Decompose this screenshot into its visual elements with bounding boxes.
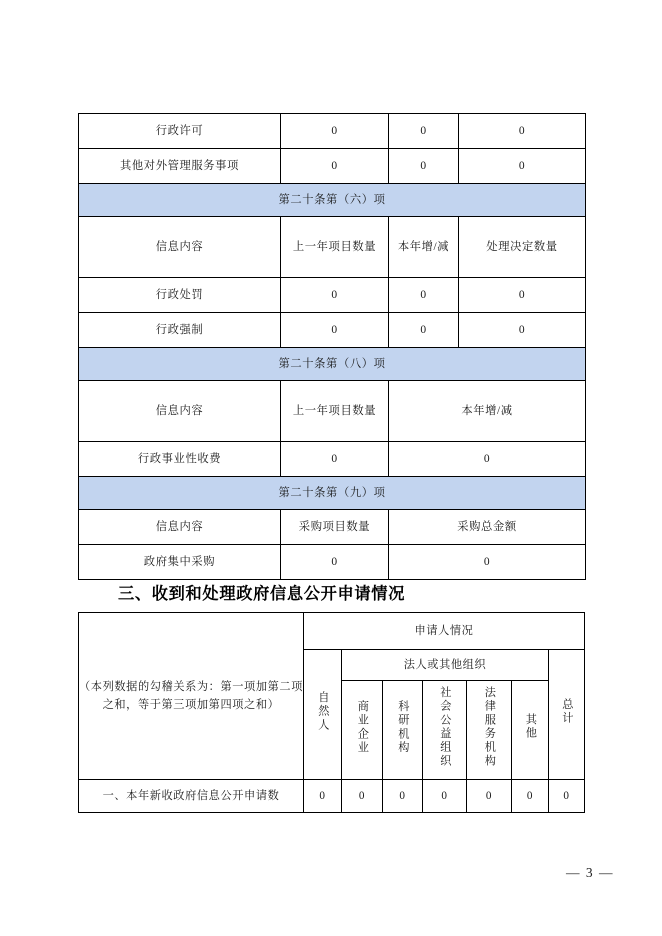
row-value-research-institution: 0 — [383, 780, 423, 813]
section-band-row — [79, 184, 586, 217]
disclosure-applications-table — [78, 612, 585, 813]
column-group-applicant: 申请人情况 — [304, 613, 585, 650]
government-info-disclosure-table — [78, 113, 586, 580]
row-label: 一、本年新收政府信息公开申请数 — [79, 780, 304, 813]
table-header-row — [79, 510, 586, 545]
row-value: 0 — [389, 114, 459, 149]
table-row — [79, 442, 586, 477]
row-label: 行政事业性收费 — [79, 442, 281, 477]
column-header-total — [549, 650, 585, 780]
section-band-row — [79, 348, 586, 381]
row-label: 行政处罚 — [79, 278, 281, 313]
row-value: 0 — [281, 442, 389, 477]
page-section-heading: 三、收到和处理政府信息公开申请情况 — [118, 585, 406, 603]
column-header-research-institution-label: 科研机构 — [396, 699, 409, 755]
column-header-info-content: 信息内容 — [79, 217, 281, 278]
section-title-six: 第二十条第（六）项 — [79, 184, 586, 217]
row-value: 0 — [389, 545, 586, 580]
row-value-commercial-enterprise: 0 — [342, 780, 383, 813]
row-value: 0 — [459, 313, 586, 348]
row-value: 0 — [459, 114, 586, 149]
column-header-commercial-enterprise — [342, 681, 383, 780]
section-title-eight: 第二十条第（八）项 — [79, 348, 586, 381]
column-header-year-change: 本年增/减 — [389, 217, 459, 278]
page-number: — 3 — — [566, 865, 614, 880]
row-value: 0 — [389, 278, 459, 313]
table-header-row — [79, 381, 586, 442]
column-header-legal-service-org-label: 法律服务机构 — [483, 685, 496, 769]
row-value: 0 — [389, 149, 459, 184]
column-header-purchase-count: 采购项目数量 — [281, 510, 389, 545]
table-row — [79, 313, 586, 348]
row-value: 0 — [281, 149, 389, 184]
column-header-info-content: 信息内容 — [79, 381, 281, 442]
row-value: 0 — [281, 313, 389, 348]
table-row — [79, 149, 586, 184]
column-header-other — [512, 681, 549, 780]
table-row — [79, 780, 585, 813]
row-label: 其他对外管理服务事项 — [79, 149, 281, 184]
column-header-purchase-amount: 采购总金额 — [389, 510, 586, 545]
column-header-info-content: 信息内容 — [79, 510, 281, 545]
row-value-natural-person: 0 — [304, 780, 342, 813]
column-header-natural-person — [304, 650, 342, 780]
row-value-total: 0 — [549, 780, 585, 813]
row-value: 0 — [389, 313, 459, 348]
row-value: 0 — [459, 278, 586, 313]
row-label: 政府集中采购 — [79, 545, 281, 580]
section-title-nine: 第二十条第（九）项 — [79, 477, 586, 510]
table-row — [79, 114, 586, 149]
column-header-total-label: 总计 — [560, 697, 573, 726]
column-header-natural-person-label: 自然人 — [316, 690, 329, 732]
table-header-row — [79, 217, 586, 278]
column-header-other-label: 其他 — [524, 713, 537, 741]
row-label: 行政强制 — [79, 313, 281, 348]
row-value: 0 — [281, 114, 389, 149]
row-value-public-welfare-org: 0 — [423, 780, 467, 813]
column-header-prev-year-count: 上一年项目数量 — [281, 381, 389, 442]
column-header-year-change: 本年增/减 — [389, 381, 586, 442]
column-header-commercial-enterprise-label: 商业企业 — [356, 699, 369, 755]
row-value: 0 — [459, 149, 586, 184]
column-header-legal-service-org — [467, 681, 512, 780]
table-row — [79, 545, 586, 580]
column-group-legal-entity: 法人或其他组织 — [342, 650, 549, 681]
section-band-row — [79, 477, 586, 510]
table-description-cell: （本列数据的勾稽关系为：第一项加第二项之和，等于第三项加第四项之和） — [79, 613, 304, 780]
column-header-decision-count: 处理决定数量 — [459, 217, 586, 278]
column-header-research-institution — [383, 681, 423, 780]
table-header-row — [79, 613, 585, 650]
row-value: 0 — [389, 442, 586, 477]
column-header-public-welfare-org-label: 社会公益组织 — [438, 685, 451, 769]
row-value-legal-service-org: 0 — [467, 780, 512, 813]
row-value: 0 — [281, 545, 389, 580]
row-value-other: 0 — [512, 780, 549, 813]
row-value: 0 — [281, 278, 389, 313]
table-row — [79, 278, 586, 313]
column-header-public-welfare-org — [423, 681, 467, 780]
row-label: 行政许可 — [79, 114, 281, 149]
column-header-prev-year-count: 上一年项目数量 — [281, 217, 389, 278]
